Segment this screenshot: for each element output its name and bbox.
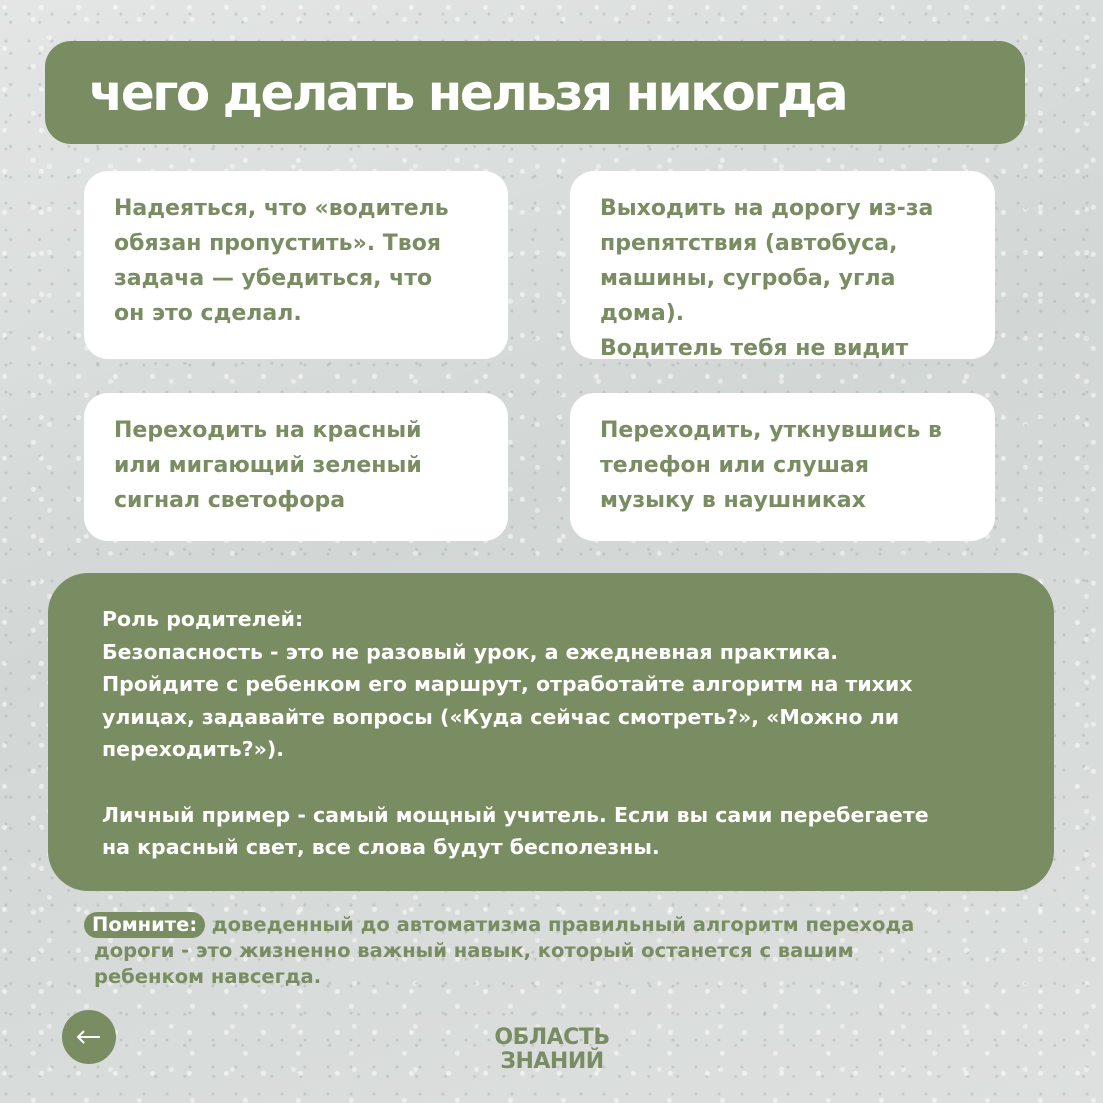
rule-card-3 bbox=[84, 393, 508, 541]
parents-line: Пройдите с ребенком его маршрут, отработайте алгоритм на тихих bbox=[102, 672, 913, 697]
remember-line-2: дороги - это жизненно важный навык, который останется с вашим bbox=[94, 939, 854, 962]
arrow-left-icon bbox=[76, 1029, 102, 1045]
card-line: Переходить на красный bbox=[114, 418, 422, 443]
parents-line: улицах, задавайте вопросы («Куда сейчас смотреть?», «Можно ли bbox=[102, 704, 900, 729]
card-line: музыку в наушниках bbox=[600, 488, 866, 513]
card-line: Надеяться, что «водитель bbox=[114, 196, 449, 221]
card-line: задача — убедиться, что bbox=[114, 266, 433, 291]
card-line: Выходить на дорогу из-за bbox=[600, 196, 934, 221]
card-line: сигнал светофора bbox=[114, 488, 346, 513]
card-line: обязан пропустить». Твоя bbox=[114, 231, 441, 256]
parents-line: Личный пример - самый мощный учитель. Если вы сами перебегаете bbox=[102, 802, 929, 827]
parents-role-panel bbox=[48, 573, 1054, 891]
card-line: Водитель тебя не видит bbox=[600, 336, 909, 361]
parents-heading: Роль родителей: bbox=[102, 607, 304, 631]
rule-card-2 bbox=[570, 171, 995, 359]
remember-badge: Помните: bbox=[84, 912, 205, 938]
remember-line-1 bbox=[94, 912, 994, 938]
logo-line-1: ОБЛАСТЬ bbox=[494, 1025, 610, 1050]
rule-card-4 bbox=[570, 393, 995, 541]
remember-line-3: ребенком навсегда. bbox=[94, 965, 322, 988]
remember-note bbox=[94, 912, 994, 990]
rule-card-1 bbox=[84, 171, 508, 359]
card-line: машины, сугроба, угла дома). bbox=[600, 266, 896, 326]
parents-line: на красный свет, все слова будут бесполезны. bbox=[102, 835, 660, 860]
brand-logo bbox=[470, 1026, 634, 1074]
back-button[interactable] bbox=[62, 1010, 116, 1064]
page-title: чего делать нельзя никогда bbox=[89, 63, 847, 122]
card-line: или мигающий зеленый bbox=[114, 453, 422, 478]
card-line: препятствия (автобуса, bbox=[600, 231, 898, 256]
card-line: телефон или слушая bbox=[600, 453, 869, 478]
remember-text: доведенный до автоматизма правильный алгоритм перехода bbox=[205, 913, 915, 936]
logo-line-2: ЗНАНИЙ bbox=[500, 1049, 604, 1074]
title-banner bbox=[45, 41, 1025, 144]
card-line: он это сделал. bbox=[114, 301, 302, 326]
card-line: Переходить, уткнувшись в bbox=[600, 418, 942, 443]
paragraph-spacer bbox=[102, 766, 1014, 799]
parents-line: Безопасность - это не разовый урок, а ежедневная практика. bbox=[102, 639, 839, 664]
parents-line: переходить?»). bbox=[102, 737, 285, 762]
